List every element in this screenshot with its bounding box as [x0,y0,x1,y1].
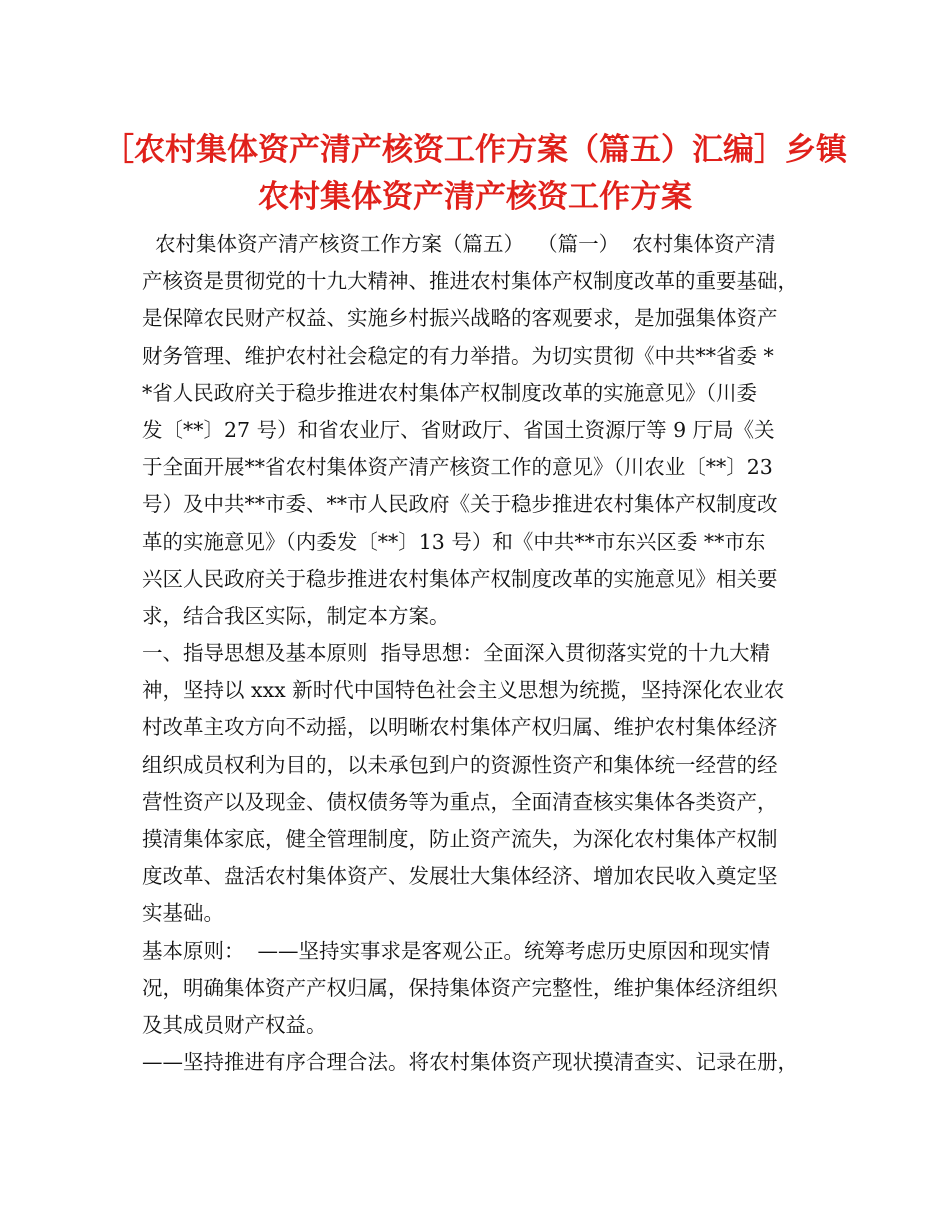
body-line: 摸清集体家底，健全管理制度，防止资产流失，为深化农村集体产权制 [142,827,778,851]
body-line: 基本原则： ——坚持实事求是客观公正。统筹考虑历史原因和现实情 [142,938,771,963]
body-line: 组织成员权利为目的，以未承包到户的资源性资产和集体统一经营的经 [142,752,778,777]
body-line: 及其成员财产权益。 [142,1012,327,1037]
body-line: 求，结合我区实际，制定本方案。 [142,603,450,628]
body-line: *省人民政府关于稳步推进农村集体产权制度改革的实施意见》（川委 [142,380,757,405]
document-body [142,226,832,1081]
body-line: 村改革主攻方向不动摇，以明晰农村集体产权归属、维护农村集体经济 [142,715,778,740]
body-line: 神，坚持以 xxx 新时代中国特色社会主义思想为统揽，坚持深化农业农 [142,678,785,703]
body-line: 农村集体资产清产核资工作方案（篇五） （篇一） 农村集体资产清 [142,232,776,256]
document-title-line-1: ［农村集体资产清产核资工作方案（篇五）汇编］乡镇 [103,132,847,168]
body-line: 产核资是贯彻党的十九大精神、推进农村集体产权制度改革的重要基础， [142,269,798,294]
body-line: 是保障农民财产权益、实施乡村振兴战略的客观要求，是加强集体资产 [142,306,778,331]
body-line: 实基础。 [142,901,224,926]
body-line: ——坚持推进有序合理合法。将农村集体资产现状摸清查实、记录在册， [142,1050,798,1075]
body-line: 发〔**〕27 号）和省农业厅、省财政厅、省国土资源厅等 9 厅局《关 [142,417,775,442]
body-line: 营性资产以及现金、债权债务等为重点，全面清查核实集体各类资产， [142,789,778,814]
body-line: 一、指导思想及基本原则 指导思想：全面深入贯彻落实党的十九大精 [142,641,771,666]
body-line: 革的实施意见》（内委发〔**〕13 号）和《中共**市东兴区委 **市东 [142,529,766,554]
body-line: 财务管理、维护农村社会稳定的有力举措。为切实贯彻《中共**省委 * [142,343,774,368]
body-line: 兴区人民政府关于稳步推进农村集体产权制度改革的实施意见》相关要 [142,566,778,591]
document-title-line-2: 农村集体资产清产核资工作方案 [258,179,692,215]
body-line: 况，明确集体资产产权归属，保持集体资产完整性，维护集体经济组织 [142,975,778,1000]
body-line: 度改革、盘活农村集体资产、发展壮大集体经济、增加农民收入奠定坚 [142,864,778,889]
body-line: 号）及中共**市委、**市人民政府《关于稳步推进农村集体产权制度改 [142,492,778,517]
body-line: 于全面开展**省农村集体资产清产核资工作的意见》（川农业〔**〕23 [142,455,773,480]
